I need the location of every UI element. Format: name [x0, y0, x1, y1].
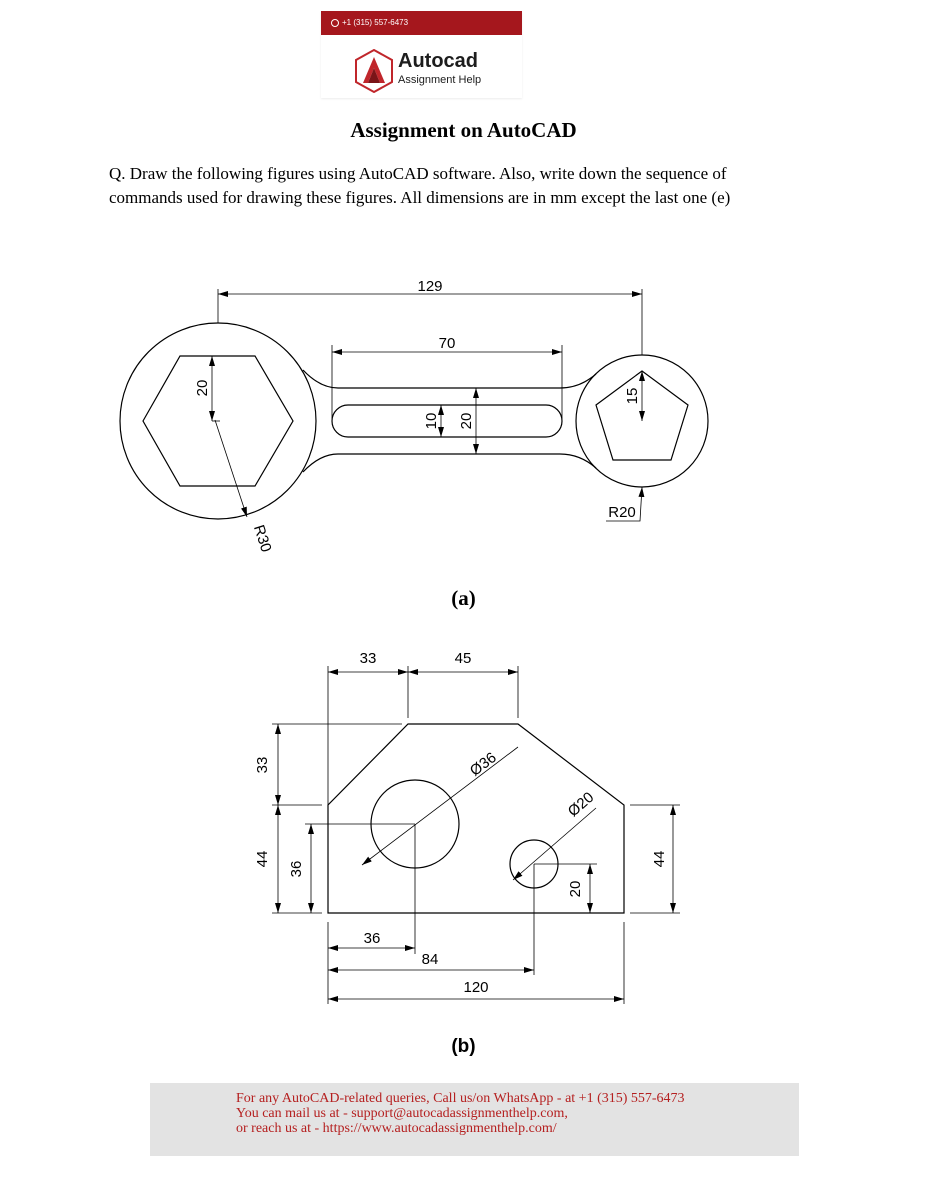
dim-33-top-text: 33	[359, 650, 377, 667]
dim-120-text: 120	[463, 979, 489, 996]
footer-line-1: For any AutoCAD-related queries, Call us/on WhatsApp - at +1 (315) 557-6473	[236, 1091, 685, 1106]
dim-r20-text: R20	[608, 504, 636, 521]
dim-36-bottom-text: 36	[363, 930, 381, 947]
figure-a-caption: (a)	[451, 586, 476, 610]
footer-text	[236, 1091, 685, 1136]
figure-b-dimensions	[272, 666, 680, 1004]
dim-r30-leader	[215, 420, 247, 517]
dim-dia20-leader	[513, 808, 596, 880]
dim-44-right-text: 44	[651, 850, 668, 868]
dim-45-top-text: 45	[454, 650, 472, 667]
dim-20-arm-text: 20	[458, 412, 475, 430]
header-phone: +1 (315) 557-6473	[342, 18, 409, 27]
question-line-1: Q. Draw the following figures using AutoCAD software. Also, write down the sequence of	[109, 164, 727, 183]
footer	[150, 1083, 799, 1156]
question-line-2: commands used for drawing these figures. All dimensions are in mm except the last one (e)	[109, 188, 731, 207]
dim-15-text: 15	[624, 387, 641, 405]
dim-dia36-text: Ø36	[466, 749, 500, 780]
dim-20-hex-text: 20	[194, 379, 211, 397]
dim-dia20-text: Ø20	[564, 788, 598, 821]
dim-20-b-text: 20	[567, 880, 584, 898]
dim-44-left-text: 44	[254, 850, 271, 868]
dim-129-text: 129	[417, 278, 443, 295]
figure-b-dim-texts	[254, 650, 668, 996]
dim-10-text: 10	[423, 412, 440, 430]
figure-a-dim-texts	[194, 278, 641, 554]
footer-line-3[interactable]: or reach us at - https://www.autocadassignmenthelp.com/	[236, 1121, 557, 1136]
dim-84-text: 84	[421, 951, 439, 968]
dim-r30-text: R30	[249, 522, 275, 555]
dim-33-left-text: 33	[254, 756, 271, 774]
dim-36-vertical-text: 36	[288, 860, 305, 878]
footer-line-2[interactable]: You can mail us at - support@autocadassignmenthelp.com,	[236, 1106, 568, 1121]
figure-b-caption: (b)	[451, 1036, 476, 1057]
logo-subtitle: Assignment Help	[398, 74, 482, 86]
dim-70-text: 70	[438, 335, 456, 352]
connecting-arm	[303, 370, 596, 472]
logo-name: Autocad	[398, 50, 478, 72]
slot	[332, 405, 562, 437]
page-title: Assignment on AutoCAD	[350, 118, 577, 142]
